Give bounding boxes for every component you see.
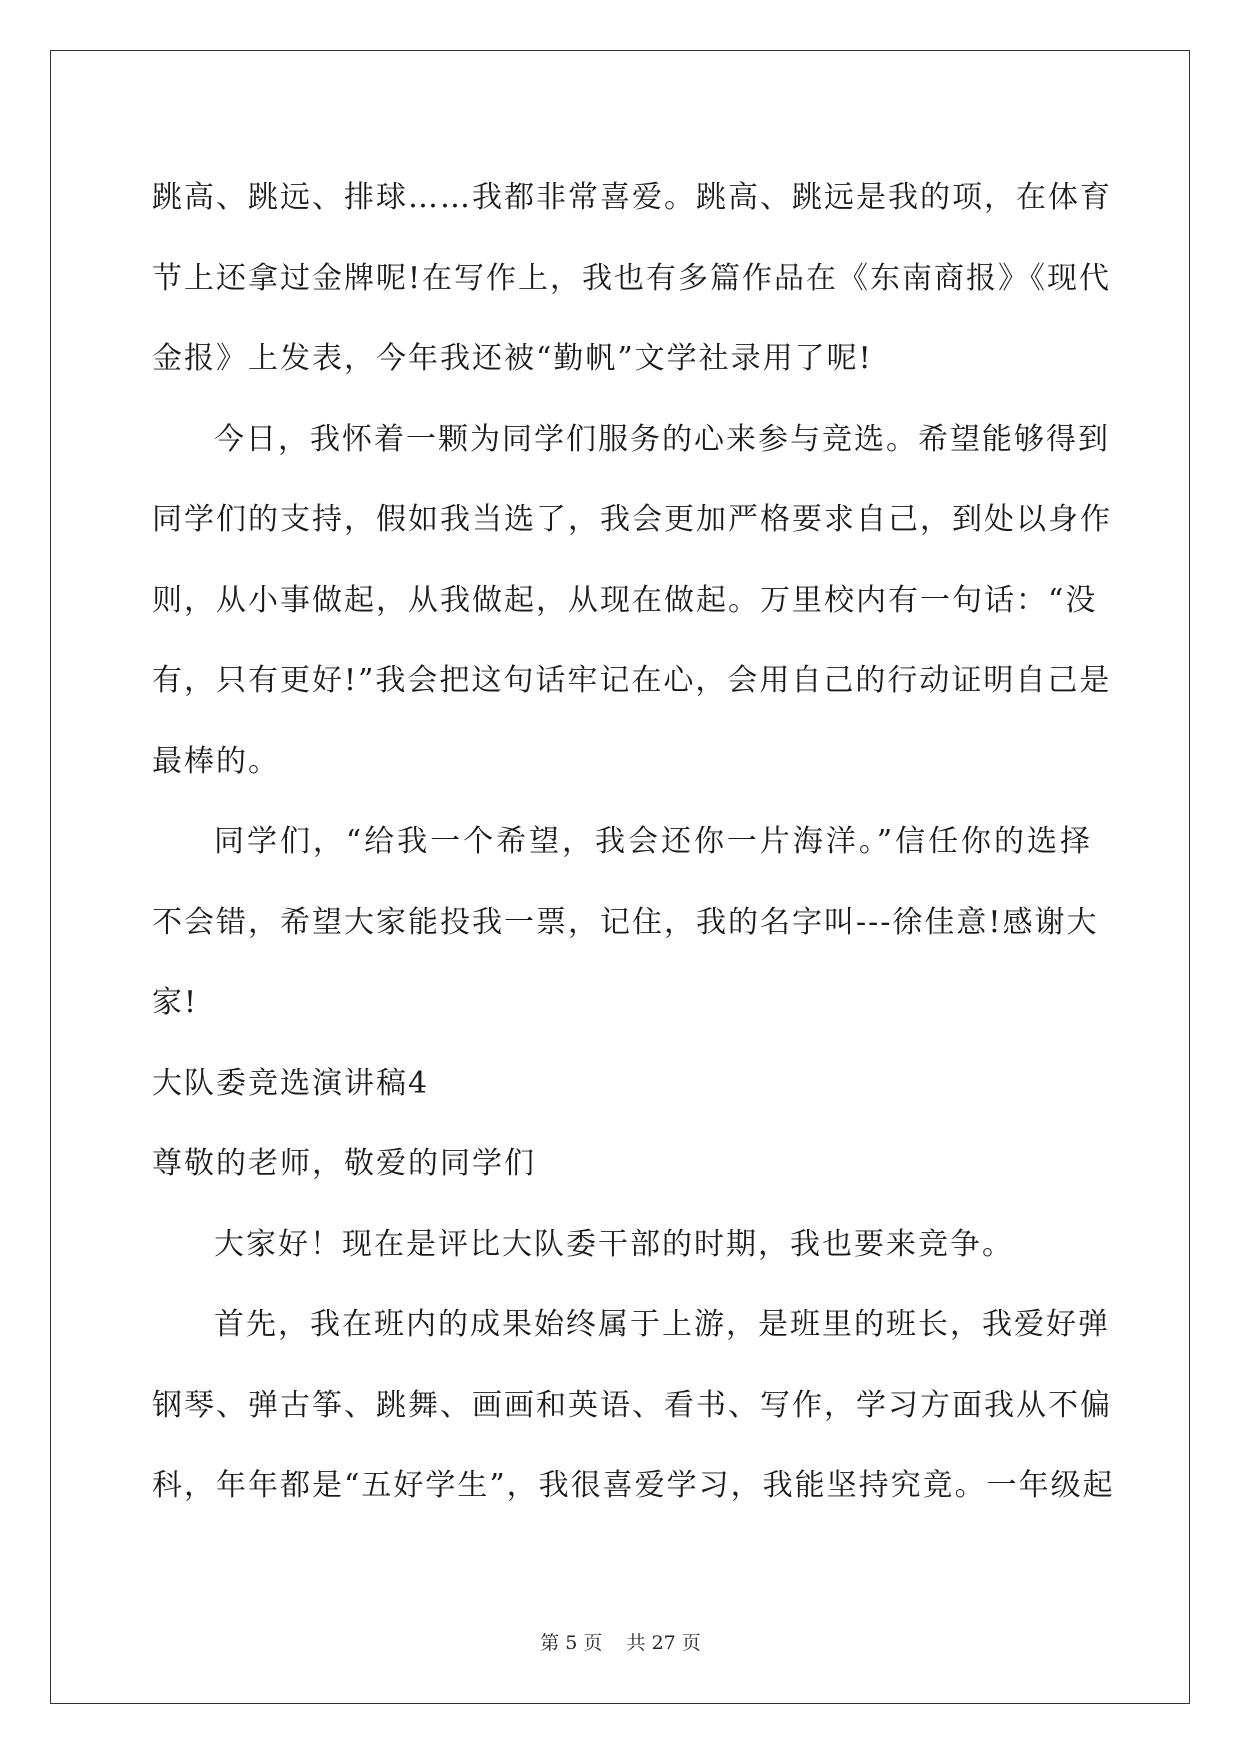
section-heading: 大队委竞选演讲稿4 (152, 1065, 430, 1101)
text-line: 跳高、跳远、排球……我都非常喜爱。跳高、跳远是我的项，在体育 (152, 180, 1112, 215)
page-number: 第 5 页 (540, 1632, 603, 1654)
paragraph-start-line: 今日，我怀着一颗为同学们服务的心来参与竞选。希望能够得到 (214, 421, 1110, 457)
text-line: 节上还拿过金牌呢!在写作上，我也有多篇作品在《东南商报》《现代 (152, 260, 1112, 296)
salutation: 尊敬的老师，敬爱的同学们 (152, 1146, 536, 1181)
text-line: 不会错，希望大家能投我一票，记住，我的名字叫---徐佳意!感谢大 (152, 904, 1099, 940)
text-line: 同学们的支持，假如我当选了，我会更加严格要求自己，到处以身作 (152, 502, 1112, 537)
text-line: 则，从小事做起，从我做起，从现在做起。万里校内有一句话：“没 (152, 582, 1098, 618)
text-line: 金报》上发表，今年我还被“勤帆”文学社录用了呢! (152, 341, 873, 376)
text-line: 最棒的。 (152, 743, 280, 779)
text-line: 有，只有更好!”我会把这句话牢记在心，会用自己的行动证明自己是 (152, 663, 1112, 698)
text-line: 科，年年都是“五好学生”，我很喜爱学习，我能坚持究竟。一年级起 (152, 1468, 1115, 1503)
document-body (152, 158, 1115, 1527)
text-line: 钢琴、弹古筝、跳舞、画画和英语、看书、写作，学习方面我从不偏 (152, 1387, 1112, 1423)
page-total: 共 27 页 (626, 1632, 701, 1654)
paragraph-start-line: 大家好！现在是评比大队委干部的时期，我也要来竞争。 (214, 1226, 1014, 1262)
paragraph-start-line: 首先，我在班内的成果始终属于上游，是班里的班长，我爱好弹 (214, 1307, 1110, 1342)
page-footer (0, 1628, 1241, 1655)
text-line: 家! (152, 985, 199, 1020)
paragraph-start-line: 同学们，“给我一个希望，我会还你一片海洋。”信任你的选择 (214, 824, 1092, 859)
